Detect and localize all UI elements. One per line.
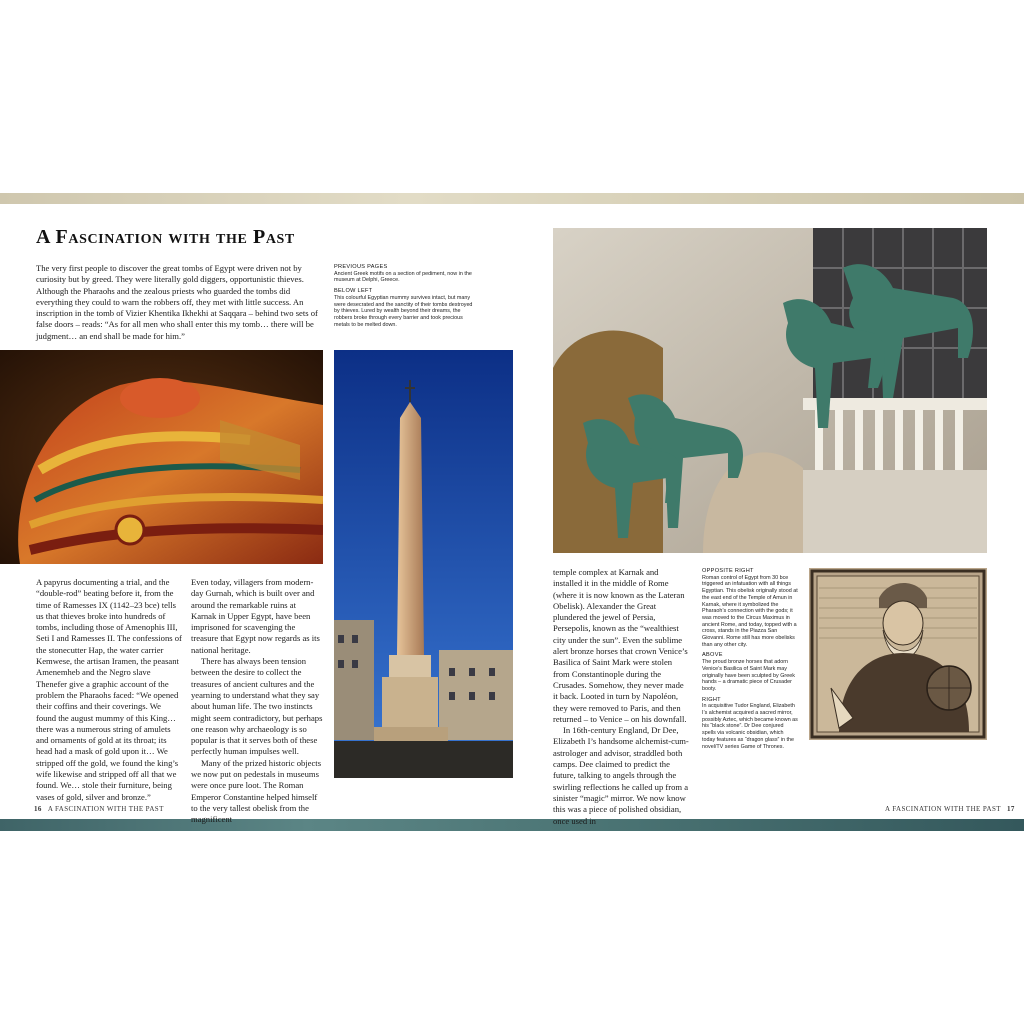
captions-left xyxy=(334,264,476,328)
bottom-texture-band xyxy=(0,819,1024,831)
column-1-paragraph: A papyrus documenting a trial, and the “double-rod” beating before it, from the time of Ramesses IX (1142–23 bce) tells us that thieves broke into hundreds of tombs, including those of Amenophis III, Seti I and Ramesses II. The confessions of the stonecutter Hap, the water carrier Kemwese, the artisan Iramen, the peasant Amenemheb and the Negro slave Thenefer give a graphic account of the problem the Pharaohs faced: “We opened their coffins and their coverings. We found the august mummy of this King… there was a numerous string of amulets and ornaments of gold at its throat; its head had a mask of gold upon it… We stripped off the gold, we found the king’s wife likewise and stripped off all that we found. We… stole their furniture, being vases of gold, silver and bronze.” xyxy=(36,577,182,802)
folio-right xyxy=(885,805,1021,813)
folio-left xyxy=(28,805,164,813)
captions-right xyxy=(702,568,798,750)
caption-text: Roman control of Egypt from 30 bce triggered an infatuation with all things Egyptian. This obelisk originally stood at the east end of the Temple of Amun in Karnak, where it symbolized the Pharaoh’s connection with the gods; it was moved to the Circus Maximus in ancient Rome, and today, topped with a cross, stands in the Piazza San Giovanni. Rome still has more obelisks than any other city. xyxy=(702,574,798,648)
caption-text: The proud bronze horses that adorn Venice’s Basilica of Saint Mark may originally have been sculpted by Greek hands – a dramatic piece of Crusader booty. xyxy=(702,659,795,692)
column-1 xyxy=(36,577,182,803)
running-head-left: A FASCINATION WITH THE PAST xyxy=(47,805,164,813)
column-2-paragraph: There has always been tension between the desire to collect the treasures of ancient cultures and the yearning to understand what they say about human life. The two instincts might seem contradictory, but perhaps one reason why archaeology is so popular is that it serves both of these perfectly human impulses well. xyxy=(191,656,323,757)
column-2-paragraph: Even today, villagers from modern-day Gurnah, which is built over and around the remarkable ruins at Karnak in Upper Egypt, have been imprisoned for scavenging the treasure that Egypt now regards as its national heritage. xyxy=(191,577,320,655)
caption-head: OPPOSITE RIGHT xyxy=(702,568,754,574)
intro-text: The very first people to discover the great tombs of Egypt were driven not by curiosity but by greed. They were literally gold diggers, opportunistic thieves. Although the Pharaohs and the zealous priests who guarded the tombs did everything they could to warn the robbers off, they met with little success. An inscription in the tomb of Vizier Khentika Ikhekhi at Saqqara – behind two sets of false doors – reads: “As for all men who shall enter this my tomb… there will be judgment… an end shall be made for him.” xyxy=(36,263,318,341)
column-3-paragraph: temple complex at Karnak and installed it in the middle of Rome (where it is now known as the Lateran Obelisk). Alexander the Great plundered the jewel of Persia, Persepolis, known as the “wealthiest city under the sun”. Even the sublime alert bronze horses that crown Venice’s Basilica of Saint Mark were stolen from Constantinople during the Crusades. Somehow, they never made it back. Looted in turn by Napoléon, they were removed to Paris, and then returned – to Venice – on his downfall. xyxy=(553,567,688,724)
caption-text: In acquisitive Tudor England, Elizabeth I’s alchemist acquired a sacred mirror, possibly Aztec, which became known as his “black stone”. Dr Dee conjured spells via volcanic obsidian, which today features as “dragon glass” in the novel/TV series Game of Thrones. xyxy=(702,703,798,750)
caption-text: This colourful Egyptian mummy survives intact, but many were desecrated and the sanctity of their tombs destroyed by thieves. Lured by wealth beyond their dreams, the robbers broke through every barrier and took precious metals to be melted down. xyxy=(334,294,473,328)
running-head-right: A FASCINATION WITH THE PAST xyxy=(885,805,1001,813)
page-number-right: 17 xyxy=(1006,805,1015,813)
caption-text: Ancient Greek motifs on a section of pediment, now in the museum at Delphi, Greece. xyxy=(334,270,472,284)
column-3 xyxy=(553,567,689,827)
saint-mark-horses-image xyxy=(553,228,987,553)
top-texture-band xyxy=(0,193,1024,204)
caption-head: BELOW LEFT xyxy=(334,288,373,295)
page-title: A Fascination with the Past xyxy=(36,226,295,248)
intro-paragraph xyxy=(36,263,324,342)
dr-dee-engraving-image xyxy=(809,568,987,740)
column-2 xyxy=(191,577,323,826)
caption-head: PREVIOUS PAGES xyxy=(334,264,388,270)
mummy-sarcophagus-image xyxy=(0,350,323,564)
column-3-paragraph: In 16th-century England, Dr Dee, Elizabeth I’s handsome alchemist-cum-astrologer and advisor, straddled both camps. Dee claimed to predict the future, talking to angels through the swirling reflections he called up from a sinister “magic” mirror. We now know this was a piece of polished obsidian, once used in xyxy=(553,725,689,826)
column-2-paragraph: Many of the prized historic objects we now put on pedestals in museums were once pure loot. The Roman Emperor Constantine helped himself to the very tallest obelisk from the magnificent xyxy=(191,757,322,825)
lateran-obelisk-image xyxy=(334,350,513,778)
caption-head: RIGHT xyxy=(702,696,721,703)
caption-head: ABOVE xyxy=(702,652,723,659)
page-number-left: 16 xyxy=(34,805,42,813)
